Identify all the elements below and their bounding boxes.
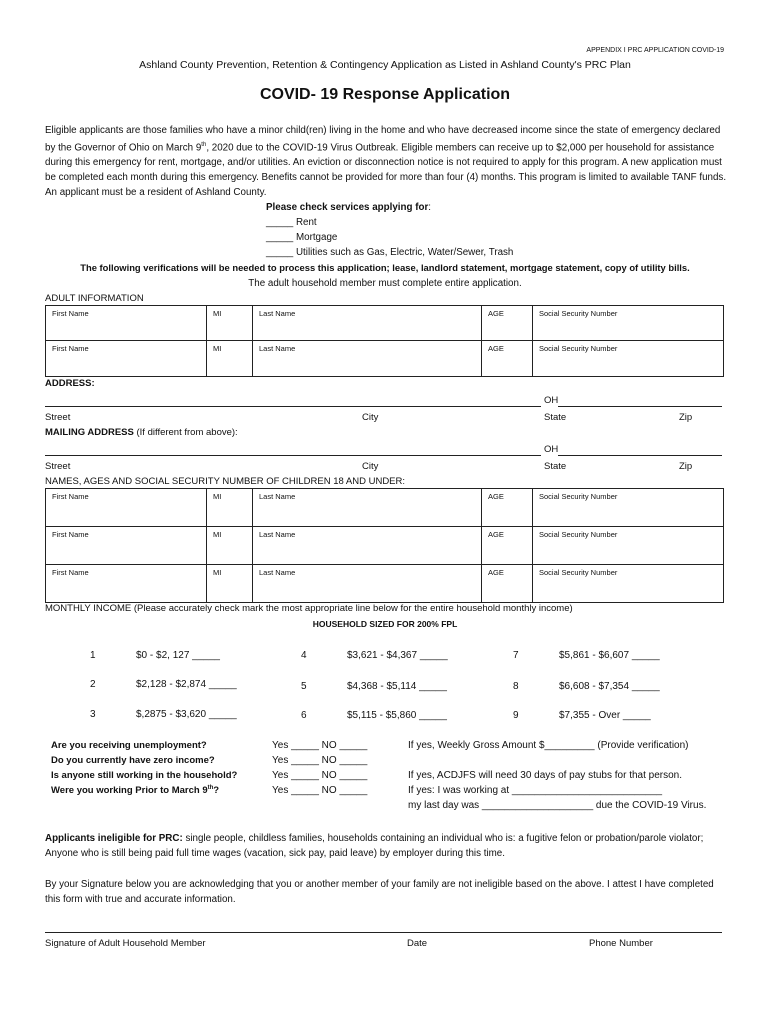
- first-name-field[interactable]: First Name: [46, 489, 207, 527]
- income-range-option[interactable]: $2,128 - $2,874 _____: [136, 679, 237, 690]
- table-row: [46, 565, 724, 603]
- last-name-field[interactable]: Last Name: [253, 527, 482, 565]
- children-table: [45, 488, 724, 603]
- signature-line[interactable]: [45, 932, 722, 933]
- ssn-field[interactable]: Social Security Number: [533, 527, 724, 565]
- ineligible-label: Applicants ineligible for PRC:: [45, 833, 183, 844]
- zip-label: Zip: [679, 412, 693, 423]
- adult-complete-notice: The adult household member must complete entire application.: [248, 278, 522, 289]
- adult-info-label: ADULT INFORMATION: [45, 293, 144, 304]
- household-size: 9: [513, 710, 519, 721]
- mailing-street-city-line[interactable]: [45, 455, 541, 456]
- ineligible-paragraph: [45, 831, 727, 861]
- age-field[interactable]: AGE: [482, 306, 533, 341]
- question-still-working: Is anyone still working in the household?: [51, 770, 238, 781]
- services-heading: Please check services applying for: [266, 202, 429, 213]
- mi-field[interactable]: MI: [207, 489, 253, 527]
- income-range-option[interactable]: $0 - $2, 127 _____: [136, 650, 220, 661]
- yes-no-working-prior[interactable]: Yes _____ NO _____: [272, 785, 368, 796]
- signature-statement: By your Signature below you are acknowledging that you or another member of your family are not ineligible based on the above. I attest I have completed this form with true and accurate information.: [45, 879, 714, 905]
- mi-field[interactable]: MI: [207, 341, 253, 377]
- household-size: 2: [90, 679, 96, 690]
- table-row: [46, 341, 724, 377]
- intro-superscript: th: [201, 142, 207, 148]
- address-zip-line[interactable]: [558, 406, 722, 407]
- household-size: 3: [90, 709, 96, 720]
- ineligible-text: single people, childless families, households containing an individual who is: a fugitive felon or probation/parole violator; Anyone who is still being paid full time wages (vacation, sick pay, paid leave) by employer during this time.: [45, 833, 704, 859]
- income-range-option[interactable]: $5,861 - $6,607 _____: [559, 650, 660, 661]
- first-name-field[interactable]: First Name: [46, 527, 207, 565]
- last-name-field[interactable]: Last Name: [253, 565, 482, 603]
- street-label: Street: [45, 461, 71, 472]
- mi-field[interactable]: MI: [207, 527, 253, 565]
- age-field[interactable]: AGE: [482, 489, 533, 527]
- city-label: City: [362, 412, 379, 423]
- income-range-option[interactable]: $3,621 - $4,367 _____: [347, 650, 448, 661]
- question-unemployment: Are you receiving unemployment?: [51, 740, 207, 751]
- intro-text-b: , 2020 due to the COVID-19 Virus Outbreak. Eligible members can receive up to $2,000 per household for assistance during this emergency for rent, mortgage, and/or utilities. An eviction or disconnection notice is not required to apply for this program. A new application must be completed each month during this emergency. Benefits cannot be provided for more than four (4) months. This program is limited to available TANF funds. An applicant must be a resident of Ashland County.: [45, 142, 727, 199]
- phone-label: Phone Number: [589, 938, 653, 949]
- household-heading: HOUSEHOLD SIZED FOR 200% FPL: [312, 619, 458, 629]
- age-field[interactable]: AGE: [482, 565, 533, 603]
- household-size: 7: [513, 650, 519, 661]
- service-rent[interactable]: _____ Rent: [266, 217, 317, 228]
- services-block: [266, 200, 513, 260]
- last-name-field[interactable]: Last Name: [253, 489, 482, 527]
- pay-stubs-note: If yes, ACDJFS will need 30 days of pay stubs for that person.: [408, 770, 683, 781]
- mailing-address-heading: [45, 427, 238, 438]
- services-colon: :: [428, 202, 432, 213]
- mailing-address-note: (If different from above):: [133, 427, 238, 438]
- adult-info-table: [45, 305, 724, 377]
- street-label: Street: [45, 412, 71, 423]
- income-range-option[interactable]: $7,355 - Over _____: [559, 710, 651, 721]
- income-range-option[interactable]: $6,608 - $7,354 _____: [559, 681, 660, 692]
- working-at-field[interactable]: If yes: I was working at ___________________________: [408, 785, 663, 796]
- yes-no-still-working[interactable]: Yes _____ NO _____: [272, 770, 368, 781]
- service-utilities[interactable]: _____ Utilities such as Gas, Electric, Water/Sewer, Trash: [266, 247, 514, 258]
- intro-text-a: Eligible applicants are those families who have a minor child(ren) living in the home and who have decreased income since the state of emergency declared by the Governor of Ohio on March 9: [45, 125, 721, 154]
- question-working-prior: [51, 785, 219, 796]
- verifications-notice: The following verifications will be needed to process this application; lease, landlord statement, mortgage statement, copy of utility bills.: [80, 262, 690, 273]
- ssn-field[interactable]: Social Security Number: [533, 565, 724, 603]
- weekly-gross-amount[interactable]: If yes, Weekly Gross Amount $_________ (Provide verification): [408, 740, 689, 751]
- last-name-field[interactable]: Last Name: [253, 341, 482, 377]
- service-mortgage[interactable]: _____ Mortgage: [266, 232, 338, 243]
- household-size: 8: [513, 681, 519, 692]
- zip-label: Zip: [679, 461, 693, 472]
- mailing-state-oh: OH: [544, 444, 559, 455]
- income-range-option[interactable]: $,2875 - $3,620 _____: [136, 709, 237, 720]
- first-name-field[interactable]: First Name: [46, 341, 207, 377]
- address-state-oh: OH: [544, 395, 559, 406]
- date-label: Date: [407, 938, 428, 949]
- mi-field[interactable]: MI: [207, 565, 253, 603]
- income-range-option[interactable]: $5,115 - $5,860 _____: [347, 710, 447, 721]
- signature-label: Signature of Adult Household Member: [45, 938, 206, 949]
- question-working-prior-text: Were you working Prior to March 9: [51, 785, 208, 797]
- ssn-field[interactable]: Social Security Number: [533, 341, 724, 377]
- mi-field[interactable]: MI: [207, 306, 253, 341]
- household-size: 4: [301, 650, 307, 661]
- mailing-zip-line[interactable]: [558, 455, 722, 456]
- question-mark: ?: [213, 785, 220, 797]
- household-size: 5: [301, 681, 307, 692]
- yes-no-zero-income[interactable]: Yes _____ NO _____: [272, 755, 368, 766]
- question-superscript: th: [207, 785, 214, 791]
- state-label: State: [544, 461, 567, 472]
- ssn-field[interactable]: Social Security Number: [533, 306, 724, 341]
- address-street-city-line[interactable]: [45, 406, 541, 407]
- yes-no-unemployment[interactable]: Yes _____ NO _____: [272, 740, 368, 751]
- intro-paragraph: [45, 123, 727, 200]
- household-size: 6: [301, 710, 307, 721]
- first-name-field[interactable]: First Name: [46, 565, 207, 603]
- address-label: ADDRESS:: [45, 378, 95, 389]
- ssn-field[interactable]: Social Security Number: [533, 489, 724, 527]
- children-label: NAMES, AGES AND SOCIAL SECURITY NUMBER OF CHILDREN 18 AND UNDER:: [45, 476, 406, 487]
- mailing-address-label: MAILING ADDRESS: [45, 427, 134, 438]
- household-size: 1: [90, 650, 96, 661]
- age-field[interactable]: AGE: [482, 341, 533, 377]
- table-row: [46, 527, 724, 565]
- appendix-label: APPENDIX I PRC APPLICATION COVID-19: [586, 47, 724, 54]
- city-label: City: [362, 461, 379, 472]
- income-range-option[interactable]: $4,368 - $5,114 _____: [347, 681, 447, 692]
- age-field[interactable]: AGE: [482, 527, 533, 565]
- table-row: [46, 306, 724, 341]
- last-day-field[interactable]: my last day was ____________________ due the COVID-19 Virus.: [408, 800, 707, 811]
- question-zero-income: Do you currently have zero income?: [51, 755, 215, 766]
- state-label: State: [544, 412, 567, 423]
- table-row: [46, 489, 724, 527]
- last-name-field[interactable]: Last Name: [253, 306, 482, 341]
- subtitle: Ashland County Prevention, Retention & Contingency Application as Listed in Ashland County's PRC Plan: [139, 59, 631, 71]
- page-title: COVID- 19 Response Application: [259, 86, 511, 103]
- first-name-field[interactable]: First Name: [46, 306, 207, 341]
- monthly-income-label: MONTHLY INCOME (Please accurately check mark the most appropriate line below for the entire household monthly income): [45, 603, 573, 614]
